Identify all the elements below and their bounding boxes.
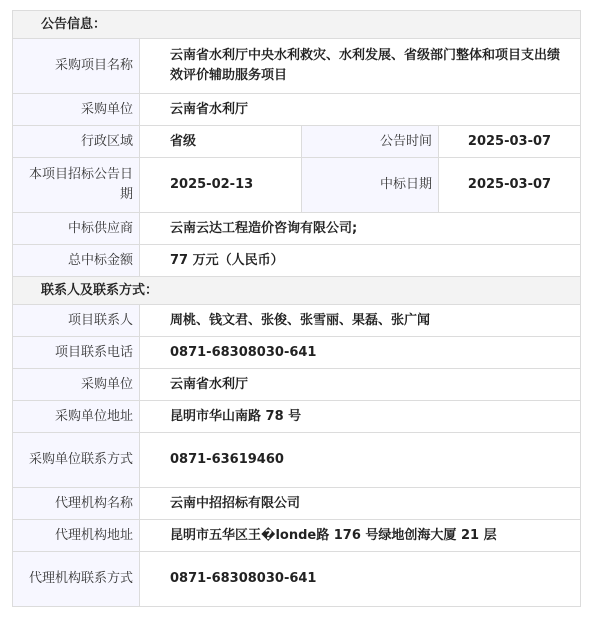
winning-supplier-label: 中标供应商 <box>13 213 140 245</box>
table-row <box>13 488 581 520</box>
table-row <box>13 39 581 94</box>
table-row <box>13 245 581 277</box>
agency-address-label: 代理机构地址 <box>13 520 140 552</box>
total-amount-label: 总中标金额 <box>13 245 140 277</box>
purchaser-contact-label: 采购单位 <box>13 369 140 401</box>
purchaser-address-label: 采购单位地址 <box>13 401 140 433</box>
table-row <box>13 520 581 552</box>
purchaser-contact-value: 云南省水利厅 <box>140 369 581 401</box>
purchaser-phone-label: 采购单位联系方式 <box>13 433 140 488</box>
project-phone-value: 0871-68308030-641 <box>140 337 581 369</box>
award-date-label: 中标日期 <box>302 158 439 213</box>
tender-notice-date-value: 2025-02-13 <box>140 158 302 213</box>
table-row <box>13 213 581 245</box>
region-value: 省级 <box>140 126 302 158</box>
purchaser-label: 采购单位 <box>13 94 140 126</box>
project-name-value: 云南省水利厅中央水利救灾、水利发展、省级部门整体和项目支出绩效评价辅助服务项目 <box>140 39 581 94</box>
table-row <box>13 337 581 369</box>
notice-table <box>12 10 581 607</box>
project-contact-value: 周桃、钱文君、张俊、张雪丽、果磊、张广闻 <box>140 305 581 337</box>
table-row <box>13 369 581 401</box>
publish-date-value: 2025-03-07 <box>439 126 581 158</box>
project-name-label: 采购项目名称 <box>13 39 140 94</box>
table-row <box>13 305 581 337</box>
table-row <box>13 158 581 213</box>
region-label: 行政区域 <box>13 126 140 158</box>
contacts-section-title: 联系人及联系方式： <box>13 277 581 305</box>
table-row <box>13 401 581 433</box>
project-phone-label: 项目联系电话 <box>13 337 140 369</box>
table-row <box>13 126 581 158</box>
publish-date-label: 公告时间 <box>302 126 439 158</box>
table-row <box>13 433 581 488</box>
announcement-section-title: 公告信息： <box>13 11 581 39</box>
total-amount-value: 77 万元（人民币） <box>140 245 581 277</box>
table-row <box>13 552 581 607</box>
purchaser-address-value: 昆明市华山南路 78 号 <box>140 401 581 433</box>
purchaser-phone-value: 0871-63619460 <box>140 433 581 488</box>
winning-supplier-value: 云南云达工程造价咨询有限公司; <box>140 213 581 245</box>
agency-name-value: 云南中招招标有限公司 <box>140 488 581 520</box>
purchaser-value: 云南省水利厅 <box>140 94 581 126</box>
agency-phone-label: 代理机构联系方式 <box>13 552 140 607</box>
table-row <box>13 94 581 126</box>
tender-notice-date-label: 本项目招标公告日期 <box>13 158 140 213</box>
agency-phone-value: 0871-68308030-641 <box>140 552 581 607</box>
agency-name-label: 代理机构名称 <box>13 488 140 520</box>
agency-address-value: 昆明市五华区王�londe路 176 号绿地创海大厦 21 层 <box>140 520 581 552</box>
award-date-value: 2025-03-07 <box>439 158 581 213</box>
project-contact-label: 项目联系人 <box>13 305 140 337</box>
notice-container <box>12 10 580 607</box>
